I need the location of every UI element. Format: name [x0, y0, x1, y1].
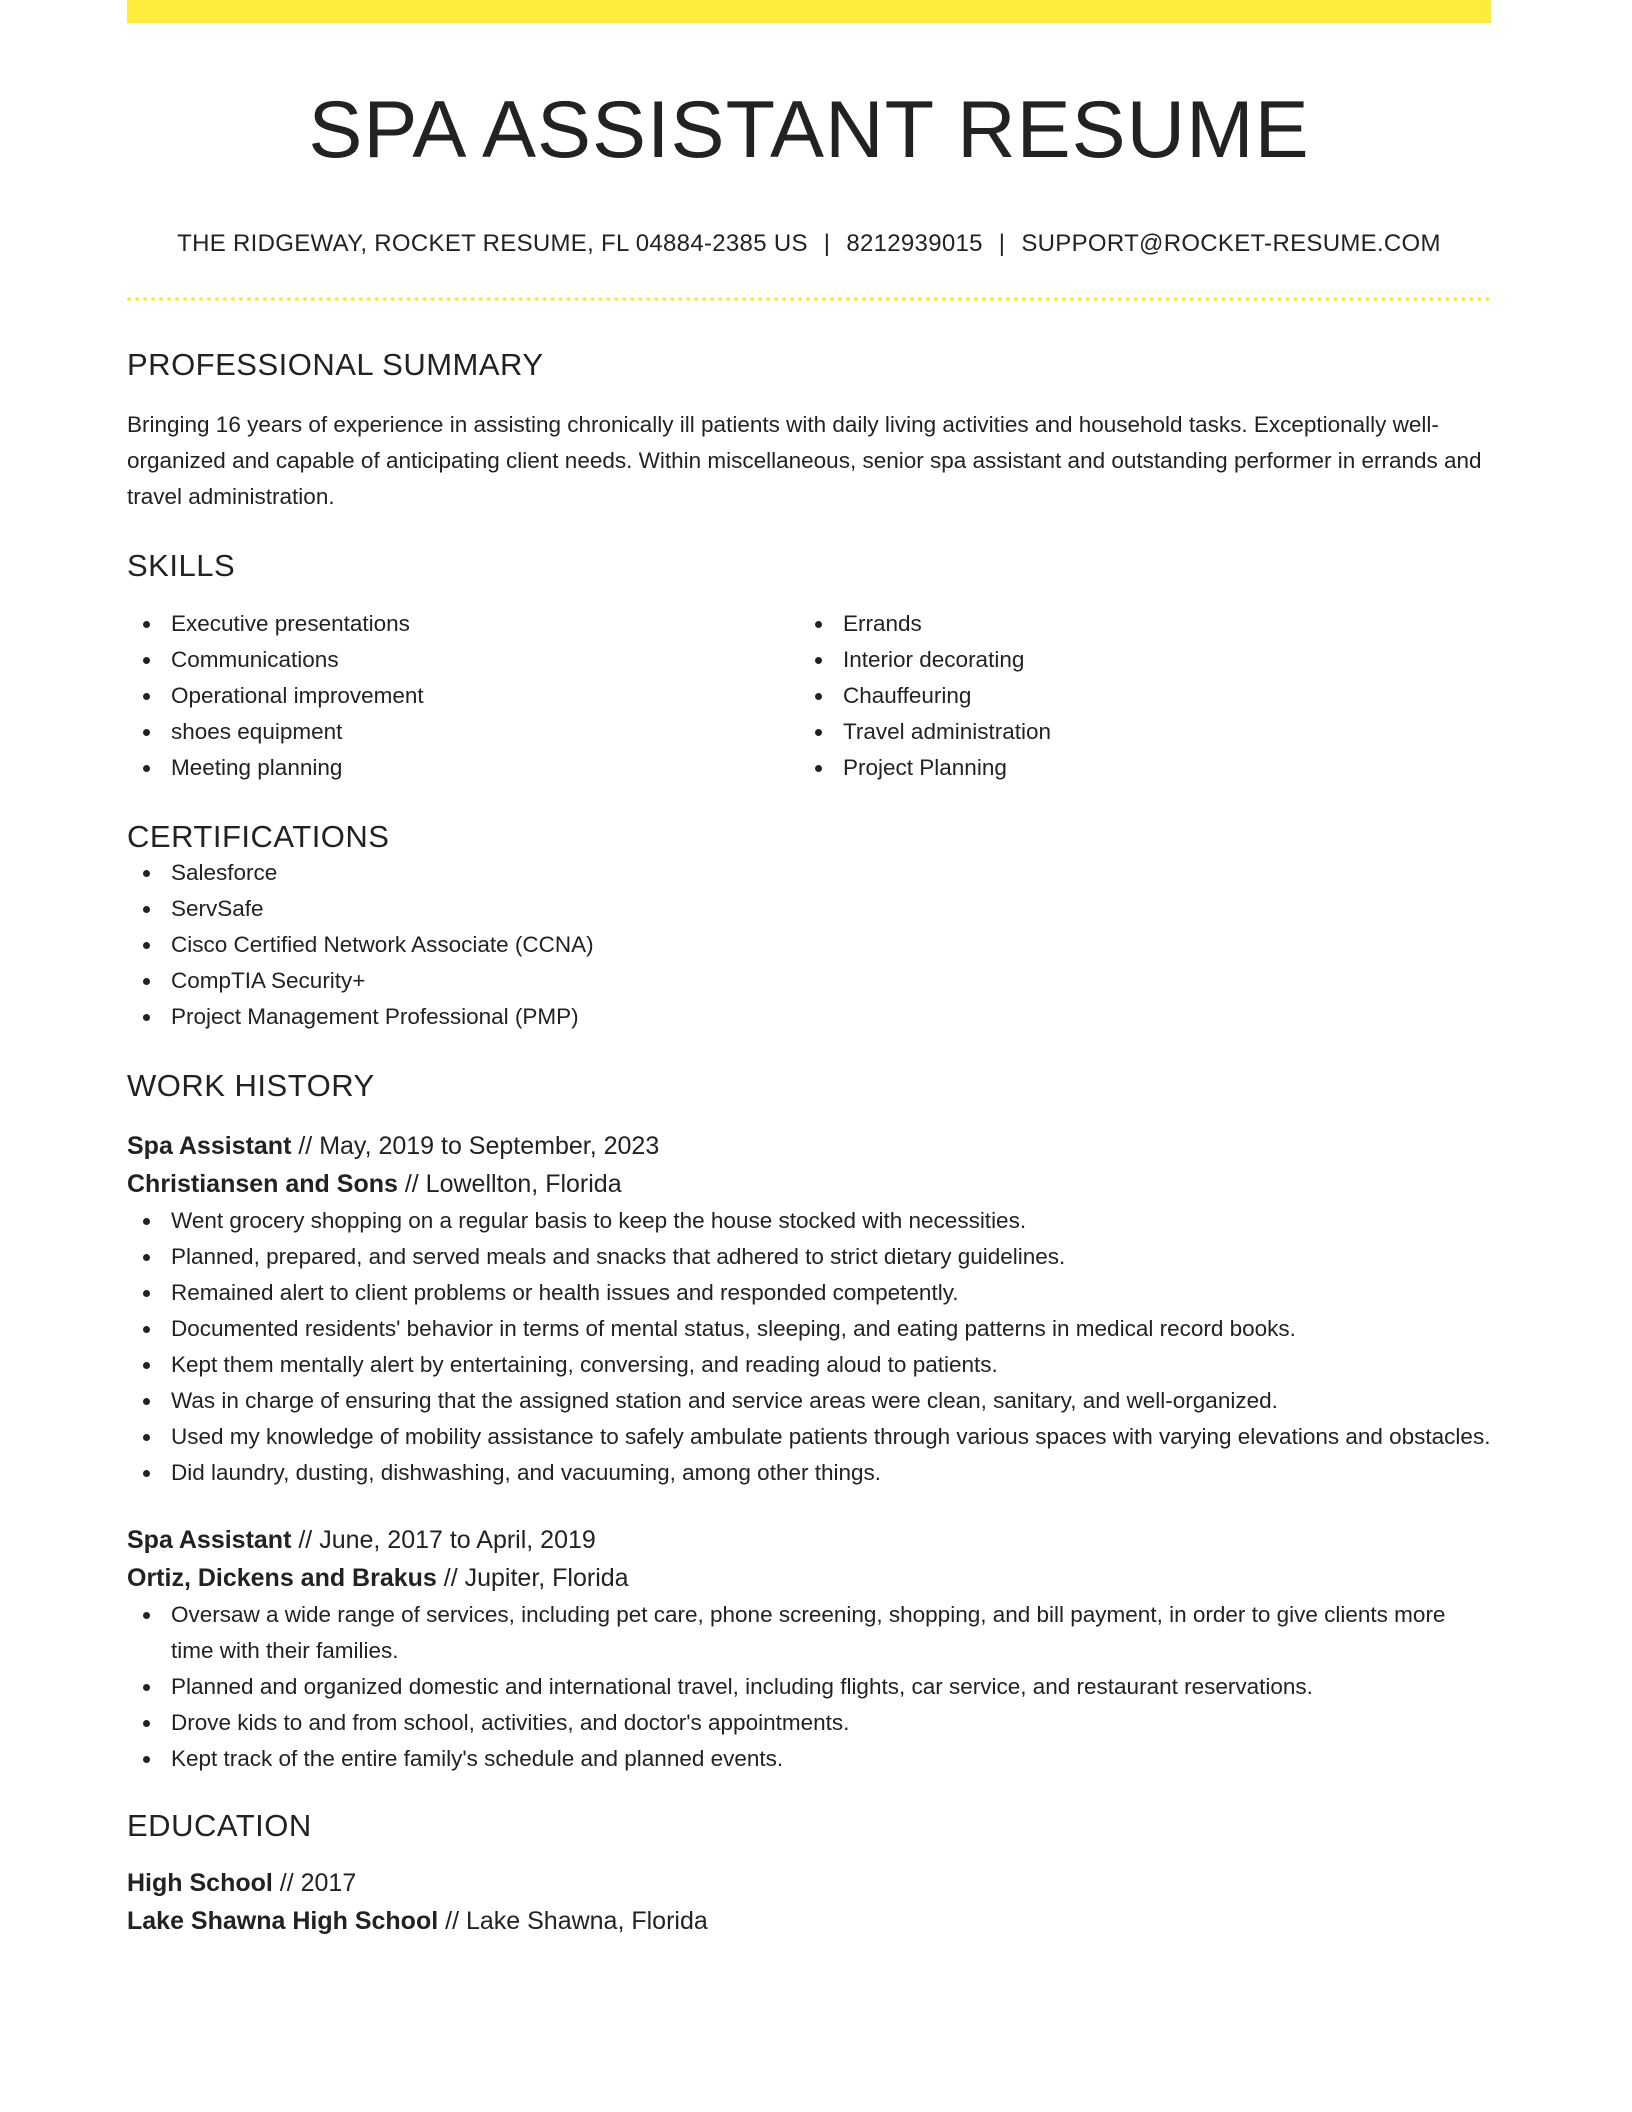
- education-year: // 2017: [272, 1868, 357, 1897]
- contact-separator: |: [823, 230, 831, 258]
- education-school: Lake Shawna High School: [127, 1906, 439, 1935]
- job-title-line: [127, 1521, 1491, 1559]
- job-duty: Kept track of the entire family's schedule and planned events.: [127, 1741, 1491, 1777]
- page-title: SPA ASSISTANT RESUME: [308, 85, 1310, 175]
- work-history-heading: WORK HISTORY: [127, 1068, 375, 1104]
- job-duty: Remained alert to client problems or health issues and responded competently.: [127, 1275, 1491, 1311]
- certification-item: Project Management Professional (PMP): [127, 999, 1491, 1035]
- job-duty: Planned and organized domestic and international travel, including flights, car service, and restaurant reservations.: [127, 1669, 1491, 1705]
- job-title: Spa Assistant: [127, 1131, 292, 1160]
- certification-item: Salesforce: [127, 855, 1491, 891]
- skill-item: Chauffeuring: [799, 678, 1471, 714]
- summary-text: Bringing 16 years of experience in assisting chronically ill patients with daily living activities and household tasks. Exceptionally well-organized and capable of anticipating client needs. Within miscellaneous, senior spa assistant and outstanding performer in errands and travel administration.: [127, 412, 1482, 510]
- job-entry: [127, 1521, 1491, 1777]
- education-location: // Lake Shawna, Florida: [438, 1906, 708, 1935]
- job-duties-list: [127, 1203, 1491, 1491]
- skill-item: Executive presentations: [127, 606, 799, 642]
- skills-grid: [127, 606, 1491, 786]
- certifications-heading: CERTIFICATIONS: [127, 819, 390, 855]
- job-duty: Oversaw a wide range of services, including pet care, phone screening, shopping, and bill payment, in order to give clients more time with their families.: [127, 1597, 1491, 1669]
- job-location: // Lowellton, Florida: [397, 1169, 622, 1198]
- skills-heading: SKILLS: [127, 548, 236, 584]
- job-duty: Documented residents' behavior in terms of mental status, sleeping, and eating patterns in medical record books.: [127, 1311, 1491, 1347]
- contact-line: [127, 230, 1491, 259]
- job-dates: // June, 2017 to April, 2019: [291, 1525, 596, 1554]
- job-company: Ortiz, Dickens and Brakus: [127, 1563, 437, 1592]
- contact-phone: 8212939015: [846, 230, 983, 258]
- education-school-line: [127, 1902, 1491, 1940]
- resume-page: [127, 0, 1491, 1940]
- skills-list-right: [799, 606, 1471, 786]
- job-company-line: [127, 1559, 1491, 1597]
- job-duty: Kept them mentally alert by entertaining, conversing, and reading aloud to patients.: [127, 1347, 1491, 1383]
- job-duty: Drove kids to and from school, activities, and doctor's appointments.: [127, 1705, 1491, 1741]
- job-location: // Jupiter, Florida: [436, 1563, 629, 1592]
- certifications-list: [127, 855, 1491, 1035]
- contact-separator: |: [998, 230, 1006, 258]
- certification-item: ServSafe: [127, 891, 1491, 927]
- job-title-line: [127, 1127, 1491, 1165]
- education-heading: EDUCATION: [127, 1807, 312, 1843]
- job-duties-list: [127, 1597, 1491, 1777]
- job-duty: Was in charge of ensuring that the assigned station and service areas were clean, sanitary, and well-organized.: [127, 1383, 1491, 1419]
- certification-item: Cisco Certified Network Associate (CCNA): [127, 927, 1491, 963]
- skill-item: Travel administration: [799, 714, 1471, 750]
- skill-item: Operational improvement: [127, 678, 799, 714]
- skill-item: Project Planning: [799, 750, 1471, 786]
- top-accent-bar: [127, 0, 1491, 23]
- job-duty: Went grocery shopping on a regular basis to keep the house stocked with necessities.: [127, 1203, 1491, 1239]
- job-company: Christiansen and Sons: [127, 1169, 398, 1198]
- skills-list-left: [127, 606, 799, 786]
- skill-item: Communications: [127, 642, 799, 678]
- contact-email: SUPPORT@ROCKET-RESUME.COM: [1021, 230, 1441, 258]
- contact-address: THE RIDGEWAY, ROCKET RESUME, FL 04884-2385 US: [177, 230, 808, 258]
- dotted-divider: [127, 297, 1491, 301]
- job-duty: Planned, prepared, and served meals and snacks that adhered to strict dietary guidelines.: [127, 1239, 1491, 1275]
- certification-item: CompTIA Security+: [127, 963, 1491, 999]
- job-title: Spa Assistant: [127, 1525, 292, 1554]
- education-entry: [127, 1864, 1491, 1940]
- skill-item: Interior decorating: [799, 642, 1471, 678]
- skill-item: Errands: [799, 606, 1471, 642]
- job-entry: [127, 1127, 1491, 1491]
- skill-item: Meeting planning: [127, 750, 799, 786]
- skill-item: shoes equipment: [127, 714, 799, 750]
- job-dates: // May, 2019 to September, 2023: [291, 1131, 660, 1160]
- education-degree: High School: [127, 1868, 273, 1897]
- job-company-line: [127, 1165, 1491, 1203]
- job-duty: Did laundry, dusting, dishwashing, and vacuuming, among other things.: [127, 1455, 1491, 1491]
- summary-heading: PROFESSIONAL SUMMARY: [127, 346, 544, 382]
- education-degree-line: [127, 1864, 1491, 1902]
- job-duty: Used my knowledge of mobility assistance to safely ambulate patients through various spaces with varying elevations and obstacles.: [127, 1419, 1491, 1455]
